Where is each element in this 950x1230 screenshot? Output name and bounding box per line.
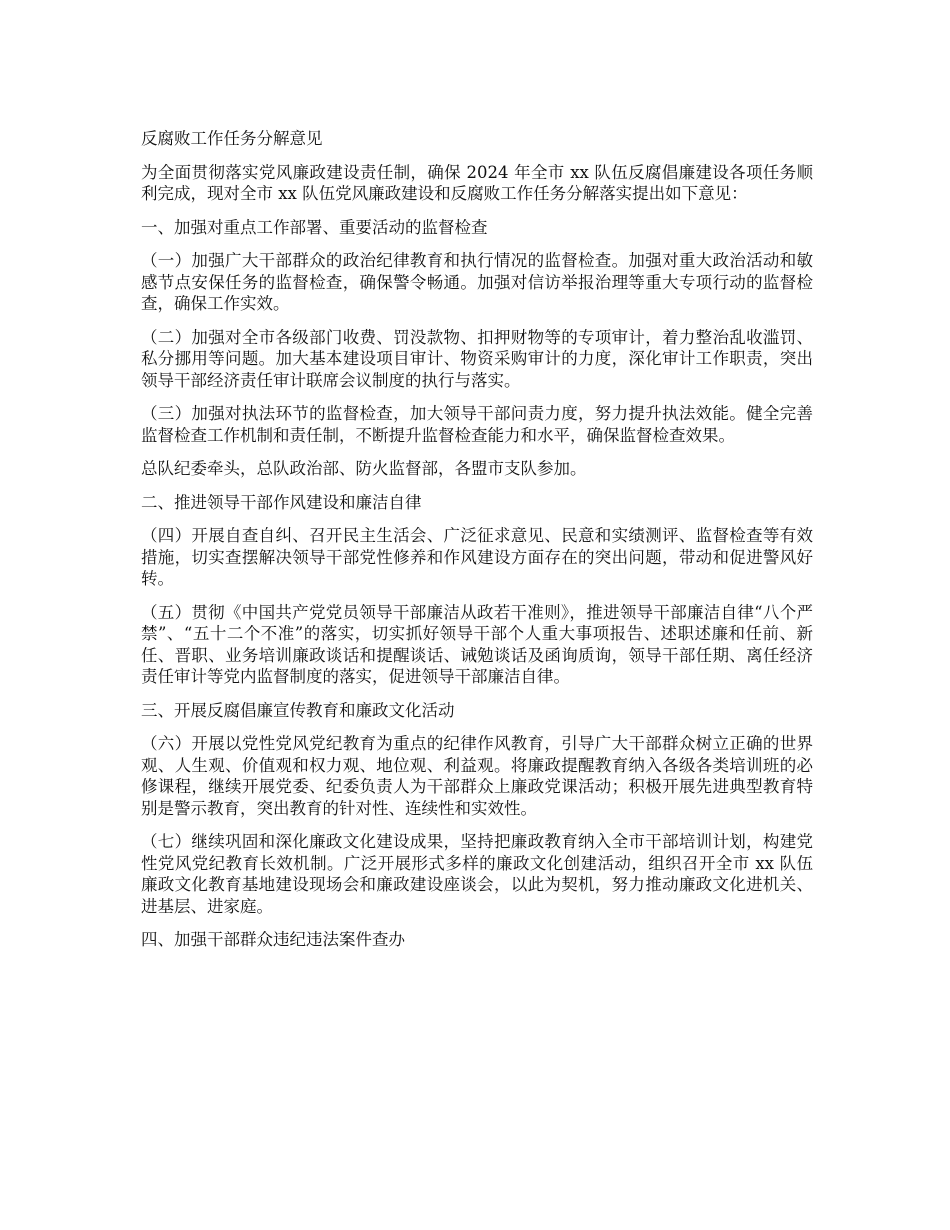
section-heading-3: 三、开展反腐倡廉宣传教育和廉政文化活动 — [141, 700, 455, 720]
section-heading-4: 四、加强干部群众违纪违法案件查办 — [141, 930, 405, 949]
item-paragraph-1: （一）加强广大干部群众的政治纪律教育和执行情况的监督检查。加强对重大政治活动和敏感节点安保任务的监督检查，确保警令畅通。加强对信访举报治理等重大专项行动的监督检查，确保工作实效。 — [141, 251, 813, 313]
item-paragraph-2: （二）加强对全市各级部门收费、罚没款物、扣押财物等的专项审计，着力整治乱收滥罚、私分挪用等问题。加大基本建设项目审计、物资采购审计的力度，深化审计工作职责，突出领导干部经济责任审计联席会议制度的执行与落实。 — [141, 327, 813, 390]
section-heading-1: 一、加强对重点工作部署、重要活动的监督检查 — [141, 217, 488, 237]
item-paragraph-7: （七）继续巩固和深化廉政文化建设成果，坚持把廉政教育纳入全市干部培训计划，构建党性党风党纪教育长效机制。广泛开展形式多样的廉政文化创建活动，组织召开全市 xx 队伍廉政文化教育基地建设现场会和廉政建设座谈会，以此为契机，努力推动廉政文化进机关、进基层、进家庭。 — [141, 832, 813, 916]
item-paragraph-5: （五）贯彻《中国共产党党员领导干部廉洁从政若干准则》，推进领导干部廉洁自律“八个严禁”、“五十二个不准”的落实，切实抓好领导干部个人重大事项报告、述职述廉和任前、新任、晋职、业务培训廉政谈话和提醒谈话、诫勉谈话及函询质询，领导干部任期、离任经济责任审计等党内监督制度的落实，促进领导干部廉洁自律。 — [141, 602, 813, 686]
item-paragraph-3: （三）加强对执法环节的监督检查，加大领导干部问责力度，努力提升执法效能。健全完善监督检查工作机制和责任制，不断提升监督检查能力和水平，确保监督检查效果。 — [141, 404, 813, 445]
document-title: 反腐败工作任务分解意见 — [141, 129, 323, 148]
document-body — [141, 128, 813, 963]
section-heading-2: 二、推进领导干部作风建设和廉洁自律 — [141, 492, 422, 512]
item-paragraph-6: （六）开展以党性党风党纪教育为重点的纪律作风教育，引导广大干部群众树立正确的世界观、人生观、价值观和权力观、地位观、利益观。将廉政提醒教育纳入各级各类培训班的必修课程，继续开展党委、纪委负责人为干部群众上廉政党课活动；积极开展先进典型教育特别是警示教育，突出教育的针对性、连续性和实效性。 — [141, 734, 813, 818]
responsibility-paragraph: 总队纪委牵头，总队政治部、防火监督部，各盟市支队参加。 — [141, 459, 587, 478]
intro-paragraph: 为全面贯彻落实党风廉政建设责任制，确保 2024 年全市 xx 队伍反腐倡廉建设各项任务顺利完成，现对全市 xx 队伍党风廉政建设和反腐败工作任务分解落实提出如下意见： — [141, 162, 813, 203]
item-paragraph-4: （四）开展自查自纠、召开民主生活会、广泛征求意见、民意和实绩测评、监督检查等有效措施，切实查摆解决领导干部党性修养和作风建设方面存在的突出问题，带动和促进警风好转。 — [141, 526, 813, 588]
